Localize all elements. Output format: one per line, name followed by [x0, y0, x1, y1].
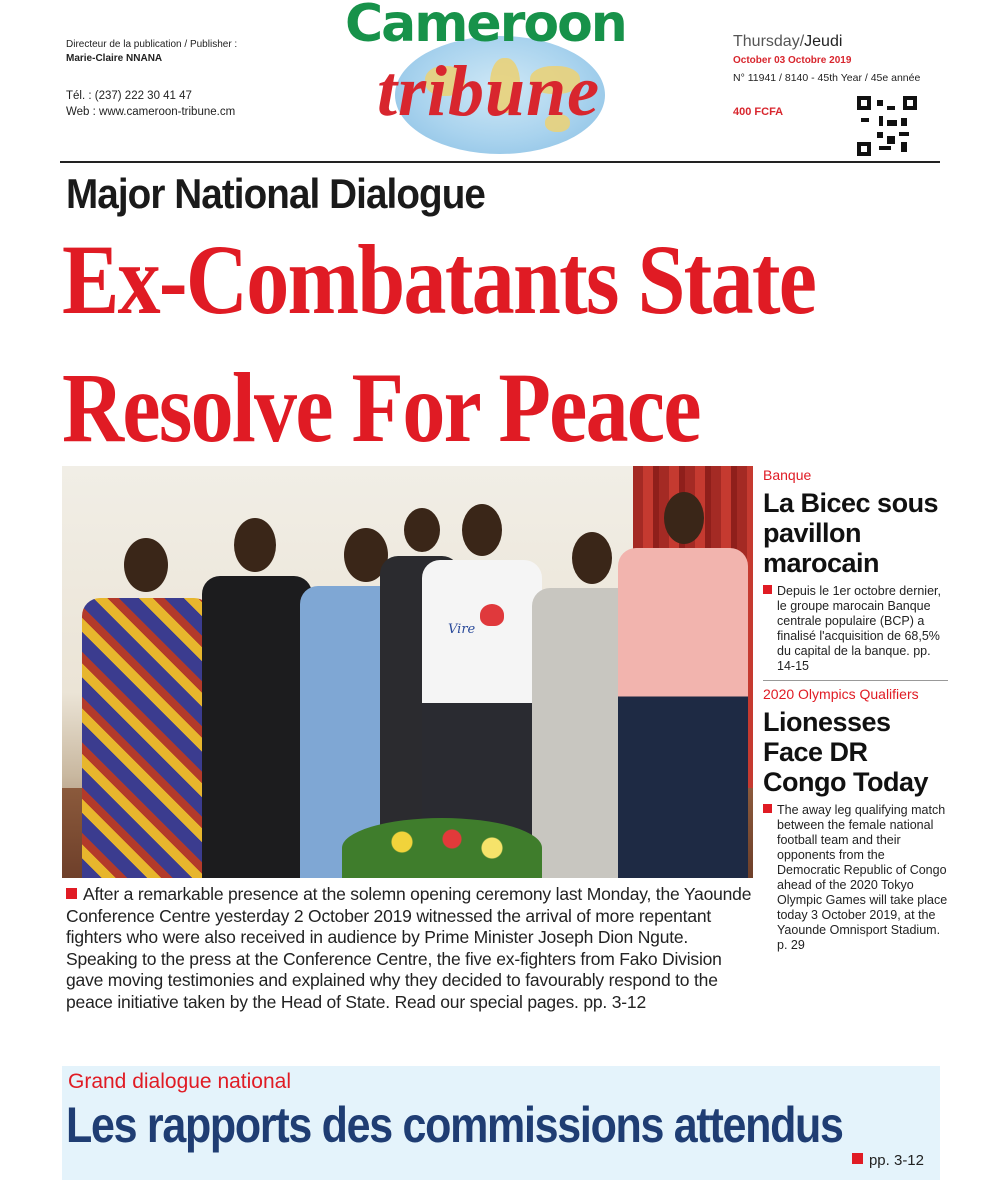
logo-word-cameroon: Cameroon [345, 0, 626, 54]
issue-date: October 03 Octobre 2019 [733, 55, 852, 66]
story-text: The away leg qualifying match between the female national football team and their opponents from the Democratic Republic of Congo ahead of the 2020 Tokyo Olympic Games will take place today 3 October 2019, at the Yaounde Omnisport Stadium. p. 29 [763, 803, 948, 953]
flower-arrangement [342, 818, 542, 878]
bullet-icon [763, 585, 772, 594]
sidebar [763, 466, 948, 953]
heart-icon [480, 604, 504, 626]
lead-caption: After a remarkable presence at the solemn opening ceremony last Monday, the Yaounde Conference Centre yesterday 2 October 2019 witnessed the arrival of more repentant fighters who were also received in audience by Prime Minister Joseph Dion Ngute. Speaking to the press at the Conference Centre, the five ex-fighters from Fako Division gave moving testimonies and explained why they decided to favourably respond to the peace initiative taken by the Head of State. Read our special pages. pp. 3-12 [66, 884, 752, 1012]
lead-headline-line2[interactable]: Resolve For Peace [62, 352, 700, 463]
story-kicker: 2020 Olympics Qualifiers [763, 686, 919, 702]
lead-headline-line1[interactable]: Ex-Combatants State [62, 224, 816, 335]
story-kicker: Banque [763, 467, 812, 483]
banner-title: Les rapports des commissions attendus [66, 1097, 843, 1153]
telephone: Tél. : (237) 222 30 41 47 [66, 90, 192, 102]
publisher-label: Directeur de la publication / Publisher : [66, 39, 238, 50]
person [202, 518, 312, 878]
website: Web : www.cameroon-tribune.cm [66, 106, 236, 118]
qr-code-icon[interactable] [857, 96, 917, 156]
lead-photo[interactable] [62, 466, 753, 878]
story-title: La Bicec sous pavillon marocain [763, 488, 939, 578]
newspaper-logo[interactable] [335, 0, 665, 158]
weekday: Thursday/Jeudi [733, 33, 843, 50]
bullet-icon [763, 804, 772, 813]
contact-info [66, 88, 235, 120]
sidebar-story-bicec[interactable] [763, 466, 948, 674]
story-title: Lionesses Face DR Congo Today [763, 707, 928, 797]
issue-number: N° 11941 / 8140 - 45th Year / 45e année [733, 72, 921, 84]
bullet-icon [852, 1153, 863, 1164]
person [618, 492, 748, 878]
price: 400 FCFA [733, 106, 784, 118]
person [82, 538, 212, 878]
sidebar-story-lionesses[interactable] [763, 685, 948, 953]
bullet-icon [66, 888, 77, 899]
lead-kicker: Major National Dialogue [66, 170, 485, 217]
shirt-text: Vire [448, 622, 476, 637]
masthead [0, 0, 1000, 162]
story-text: Depuis le 1er octobre dernier, le groupe marocain Banque centrale populaire (BCP) a finalisé l'acquisition de 68,5% du capital de la banque. pp. 14-15 [763, 584, 948, 674]
masthead-rule [60, 161, 940, 163]
publisher-name: Marie-Claire NNANA [66, 53, 163, 64]
publisher-info [66, 38, 237, 66]
bottom-banner[interactable] [62, 1066, 940, 1180]
banner-pages: pp. 3-12 [852, 1152, 924, 1169]
banner-kicker: Grand dialogue national [68, 1070, 292, 1093]
logo-word-tribune: tribune [377, 51, 601, 131]
divider [763, 680, 948, 681]
